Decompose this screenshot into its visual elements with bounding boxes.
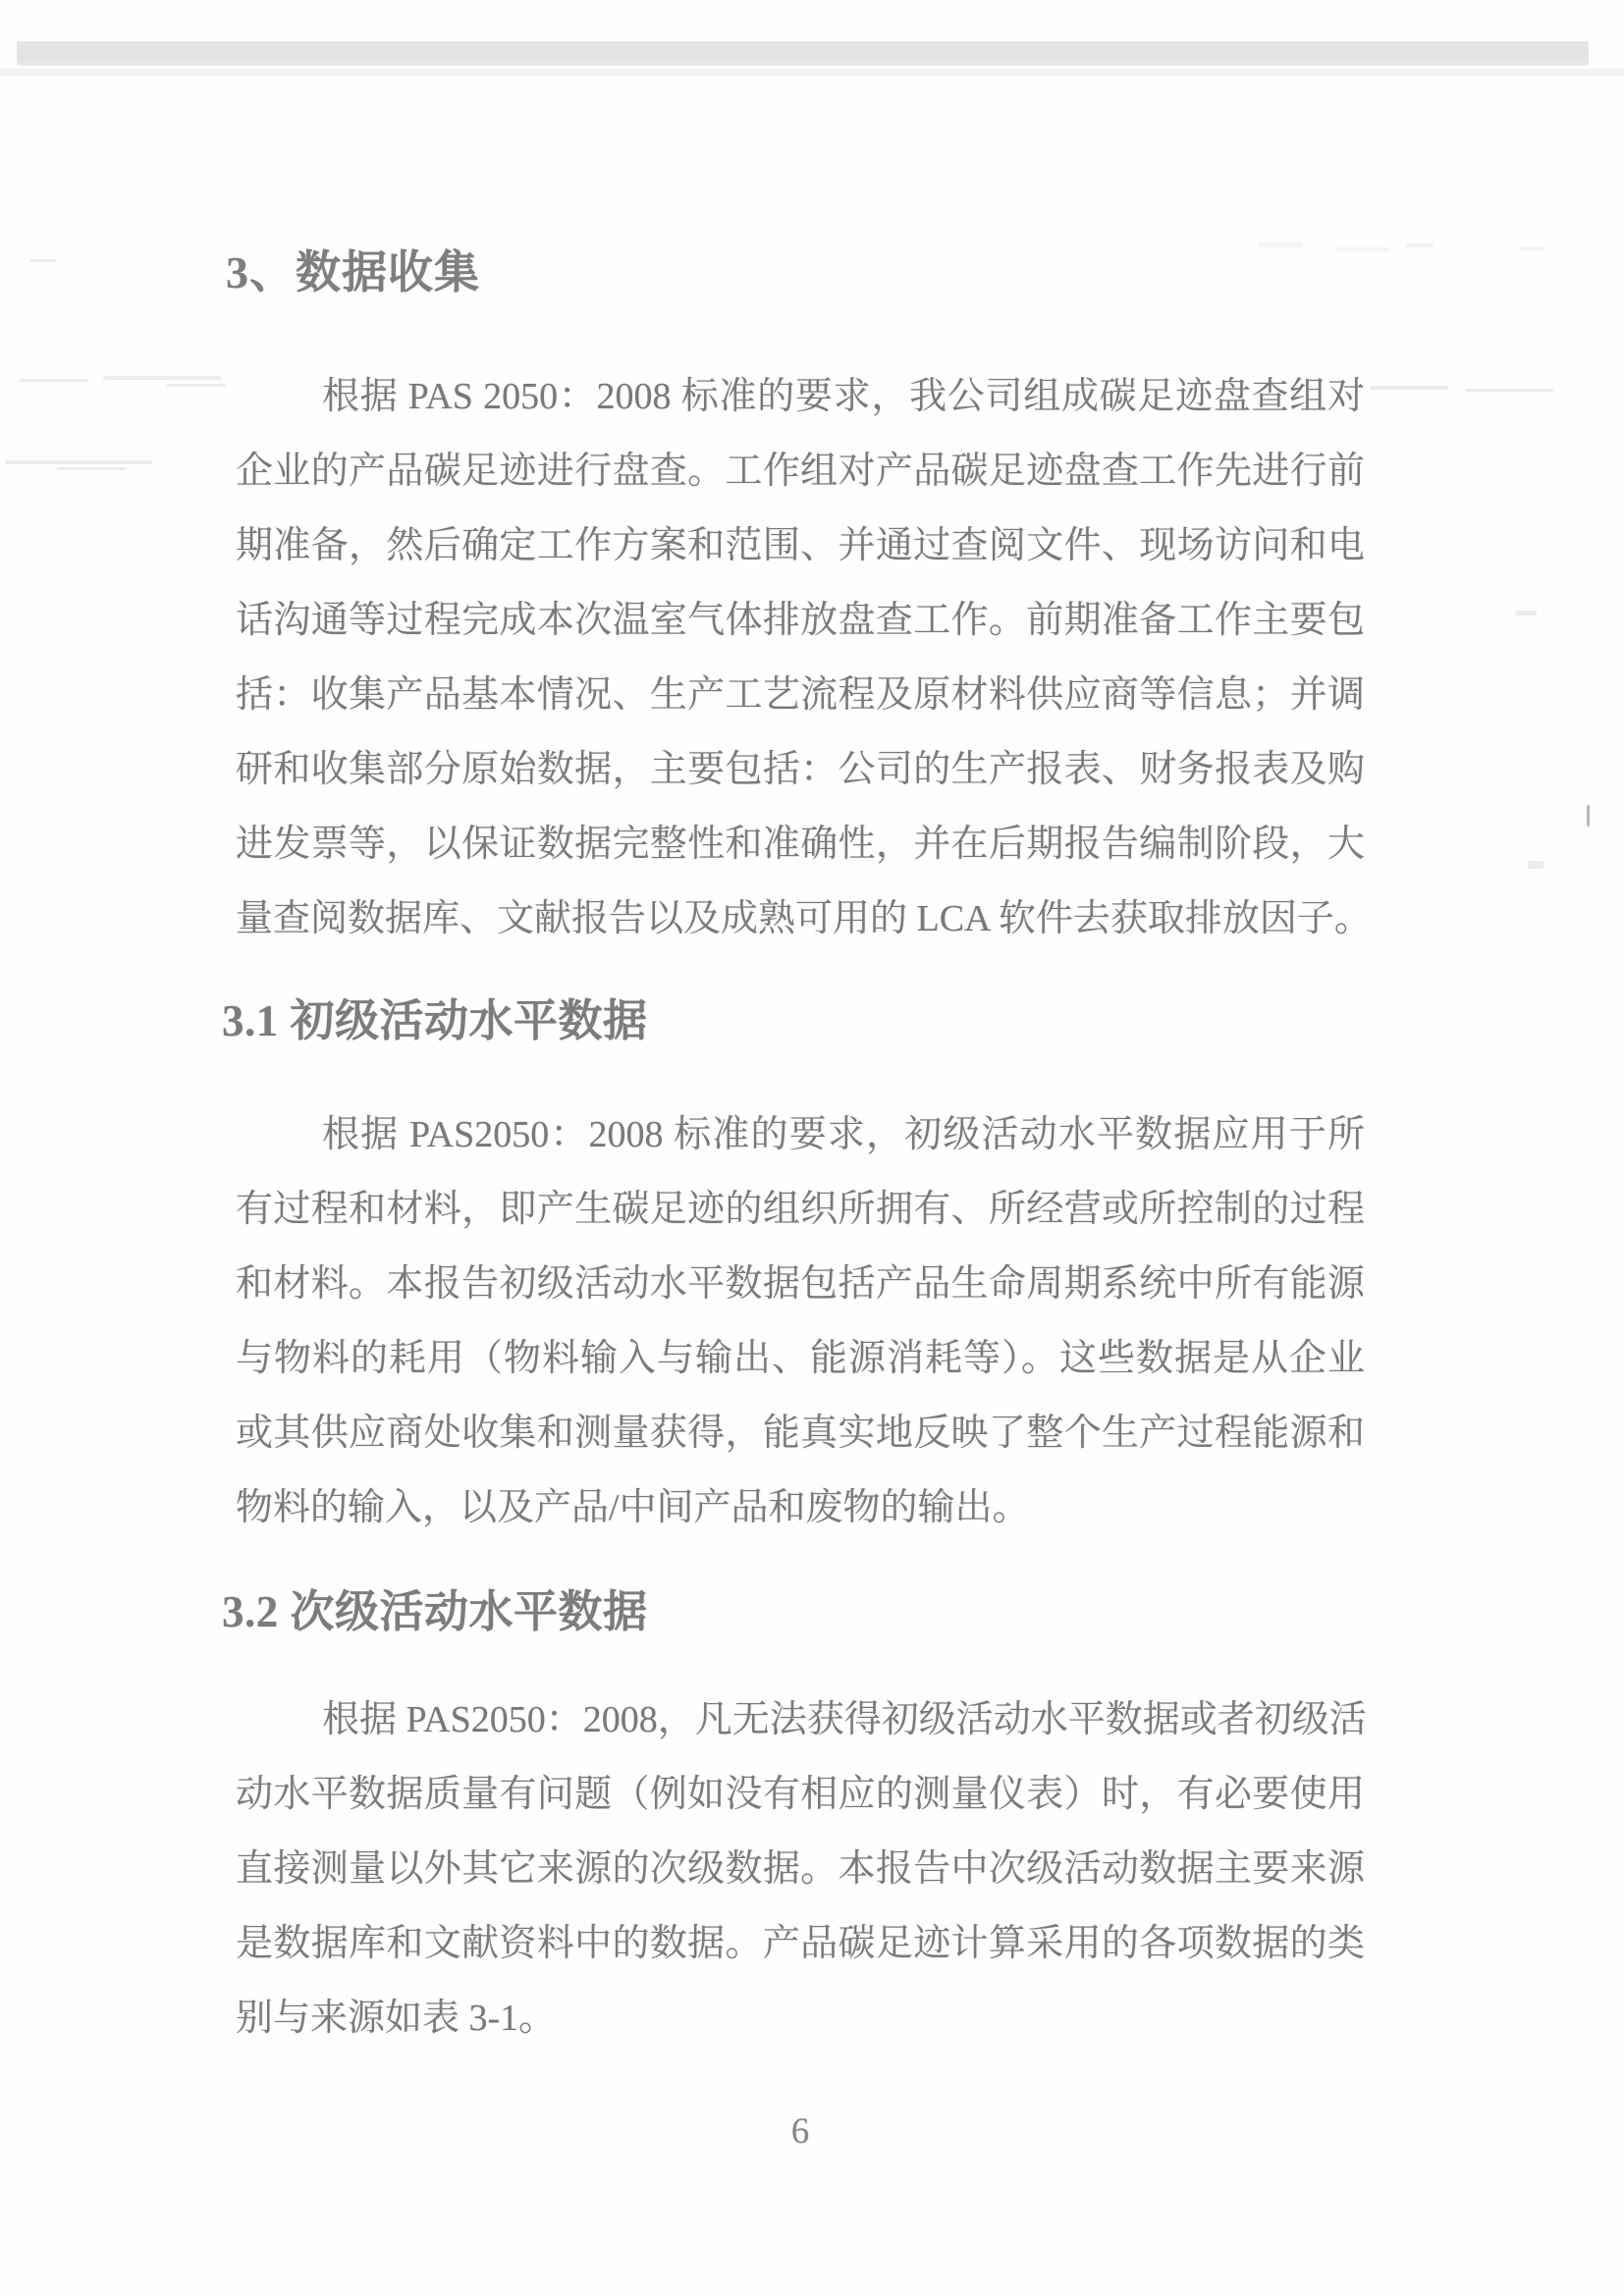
paragraph-line: 直接测量以外其它来源的次级数据。本报告中次级活动数据主要来源 [236,1848,1365,1890]
paragraph-line: 话沟通等过程完成本次温室气体排放盘查工作。前期准备工作主要包 [236,600,1365,641]
scan-smudge [1520,246,1545,250]
page-number: 6 [790,2111,810,2152]
chapter-heading: 3、数据收集 [226,247,480,297]
paragraph-line: 与物料的耗用（物料输入与输出、能源消耗等）。这些数据是从企业 [236,1338,1365,1379]
scan-smudge [1465,389,1553,392]
paragraph-line: 括：收集产品基本情况、生产工艺流程及原材料供应商等信息；并调 [236,674,1365,716]
paragraph-line: 量查阅数据库、文献报告以及成熟可用的 LCA 软件去获取排放因子。 [236,898,1372,939]
paragraph-line: 期准备，然后确定工作方案和范围、并通过查阅文件、现场访问和电 [236,525,1365,566]
scan-smudge [167,384,226,387]
paragraph-line: 物料的输入，以及产品/中间产品和废物的输出。 [236,1487,1030,1528]
paragraph-line: 别与来源如表 3-1。 [236,1998,557,2039]
paragraph-line: 根据 PAS 2050：2008 标准的要求，我公司组成碳足迹盘查组对 [322,376,1365,417]
paragraph-line: 根据 PAS2050：2008，凡无法获得初级活动水平数据或者初级活 [322,1699,1367,1740]
scan-smudge [20,379,88,382]
scan-smudge [1370,386,1448,390]
scan-smudge [29,259,57,262]
scan-artifact-band [17,41,1589,66]
section-3-2-heading: 3.2 次级活动水平数据 [222,1587,648,1636]
paragraph-line: 根据 PAS2050：2008 标准的要求，初级活动水平数据应用于所 [322,1114,1365,1155]
paragraph-line: 企业的产品碳足迹进行盘查。工作组对产品碳足迹盘查工作先进行前 [236,451,1365,492]
scan-smudge [57,467,126,470]
paragraph-line: 有过程和材料，即产生碳足迹的组织所拥有、所经营或所控制的过程 [236,1189,1365,1230]
scan-smudge [1515,611,1537,615]
scan-smudge [1335,247,1389,251]
scan-smudge [1528,861,1543,869]
paragraph-line: 动水平数据质量有问题（例如没有相应的测量仪表）时，有必要使用 [236,1774,1365,1815]
paragraph-line: 研和收集部分原始数据，主要包括：公司的生产报表、财务报表及购 [236,749,1365,790]
section-3-1-paragraph [236,1097,1365,1545]
section-3-1-heading: 3.1 初级活动水平数据 [222,996,648,1045]
scan-smudge [5,460,152,464]
scan-smudge [103,376,221,380]
paragraph-line: 和材料。本报告初级活动水平数据包括产品生命周期系统中所有能源 [236,1263,1365,1305]
section-3-2-paragraph [236,1682,1365,2056]
paragraph-line: 进发票等，以保证数据完整性和准确性，并在后期报告编制阶段，大 [236,824,1365,865]
scan-tick-mark [1587,805,1590,827]
scan-smudge [1406,243,1434,247]
paragraph-line: 是数据库和文献资料中的数据。产品碳足迹计算采用的各项数据的类 [236,1923,1365,1964]
paragraph-line: 或其供应商处收集和测量获得，能真实地反映了整个生产过程能源和 [236,1413,1365,1454]
scan-smudge [1259,242,1303,247]
intro-paragraph [236,359,1372,956]
scan-artifact-band-light [0,69,1624,77]
